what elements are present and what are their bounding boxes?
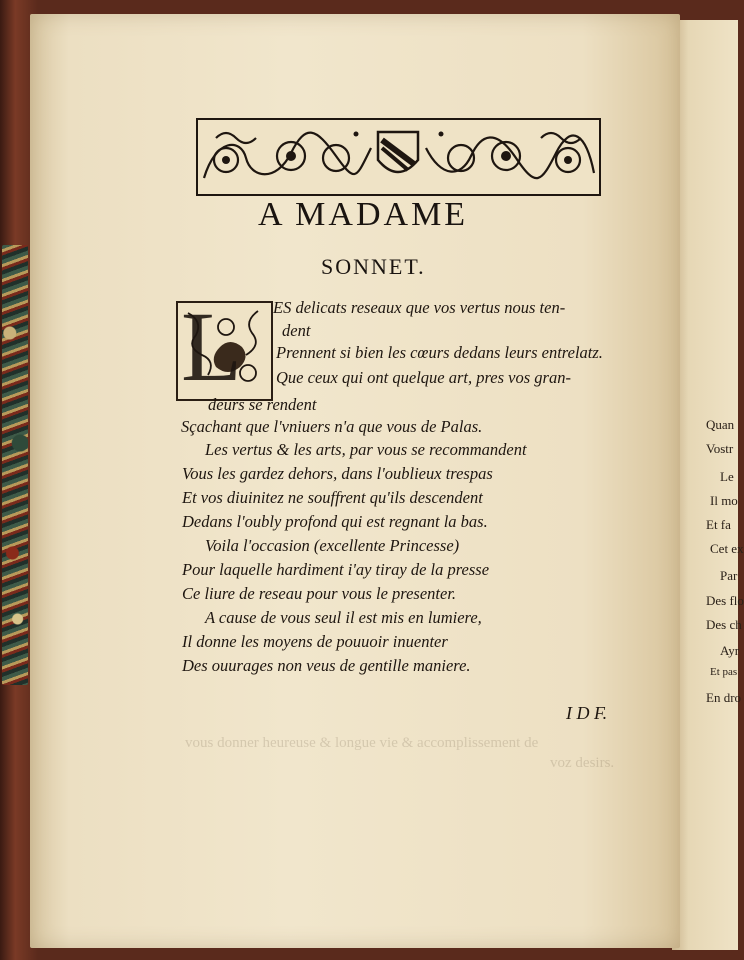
poem-line-13: Ce liure de reseau pour vous le presenter. [182,584,457,603]
poem-line-14: A cause de vous seul il est mis en lumiere, [205,608,482,627]
poem-line-12: Pour laquelle hardiment i'ay tiray de la presse [182,560,490,579]
page-title: A MADAME [258,196,469,233]
facing-page-text-10: Ayr [720,643,740,658]
poem-line-5: deurs se rendent [208,395,317,414]
author-initials: I D F. [566,703,608,723]
section-heading: SONNET. [321,254,426,279]
poem-line-10: Dedans l'oubly profond qui est regnant la bas. [182,512,488,531]
facing-page-text-6: Cet ex [710,541,744,556]
facing-page-text-8: Des flo [706,593,744,608]
decorated-initial [176,291,273,402]
facing-page-text-4: Il mo [710,493,738,508]
facing-page-text-11: Et pas [710,666,738,678]
poem-line-2: dent [282,321,311,340]
facing-page-edge [672,20,738,950]
facing-page-text-5: Et fa [706,517,731,532]
poem-line-11: Voila l'occasion (excellente Princesse) [205,536,460,555]
poem-line-1: ES delicats reseaux que vos vertus nous ten- [273,298,566,317]
dropcap-letter: L [181,291,243,402]
ornamental-headpiece [196,118,601,196]
bleed-through-line-2: voz desirs. [550,755,615,771]
poem-line-7: Les vertus & les arts, par vous se recommandent [205,440,527,459]
bleed-through-line-1: vous donner heureuse & longue vie & accomplissement de [185,735,539,751]
marbled-endpaper [2,245,28,685]
poem-line-6: Sçachant que l'vniuers n'a que vous de Palas. [181,417,483,436]
poem-line-9: Et vos diuinitez ne souffrent qu'ils descendent [182,488,483,507]
facing-page-text-1: Quan [706,417,735,432]
poem-line-3: Prennent si bien les cœurs dedans leurs entrelatz. [276,343,603,362]
facing-page-text-12: En dro [706,690,742,705]
poem-line-15: Il donne les moyens de pouuoir inuenter [182,632,448,651]
facing-page-text-3: Le [720,469,734,484]
facing-page-text-9: Des ch [706,617,742,632]
poem-line-4: Que ceux qui ont quelque art, pres vos gran- [276,368,571,387]
facing-page-text-2: Vostr [706,441,734,456]
poem-line-16: Des ouurages non veus de gentille maniere. [182,656,471,675]
facing-page-text-7: Par [720,568,738,583]
poem-line-8: Vous les gardez dehors, dans l'oublieux trespas [182,464,493,483]
